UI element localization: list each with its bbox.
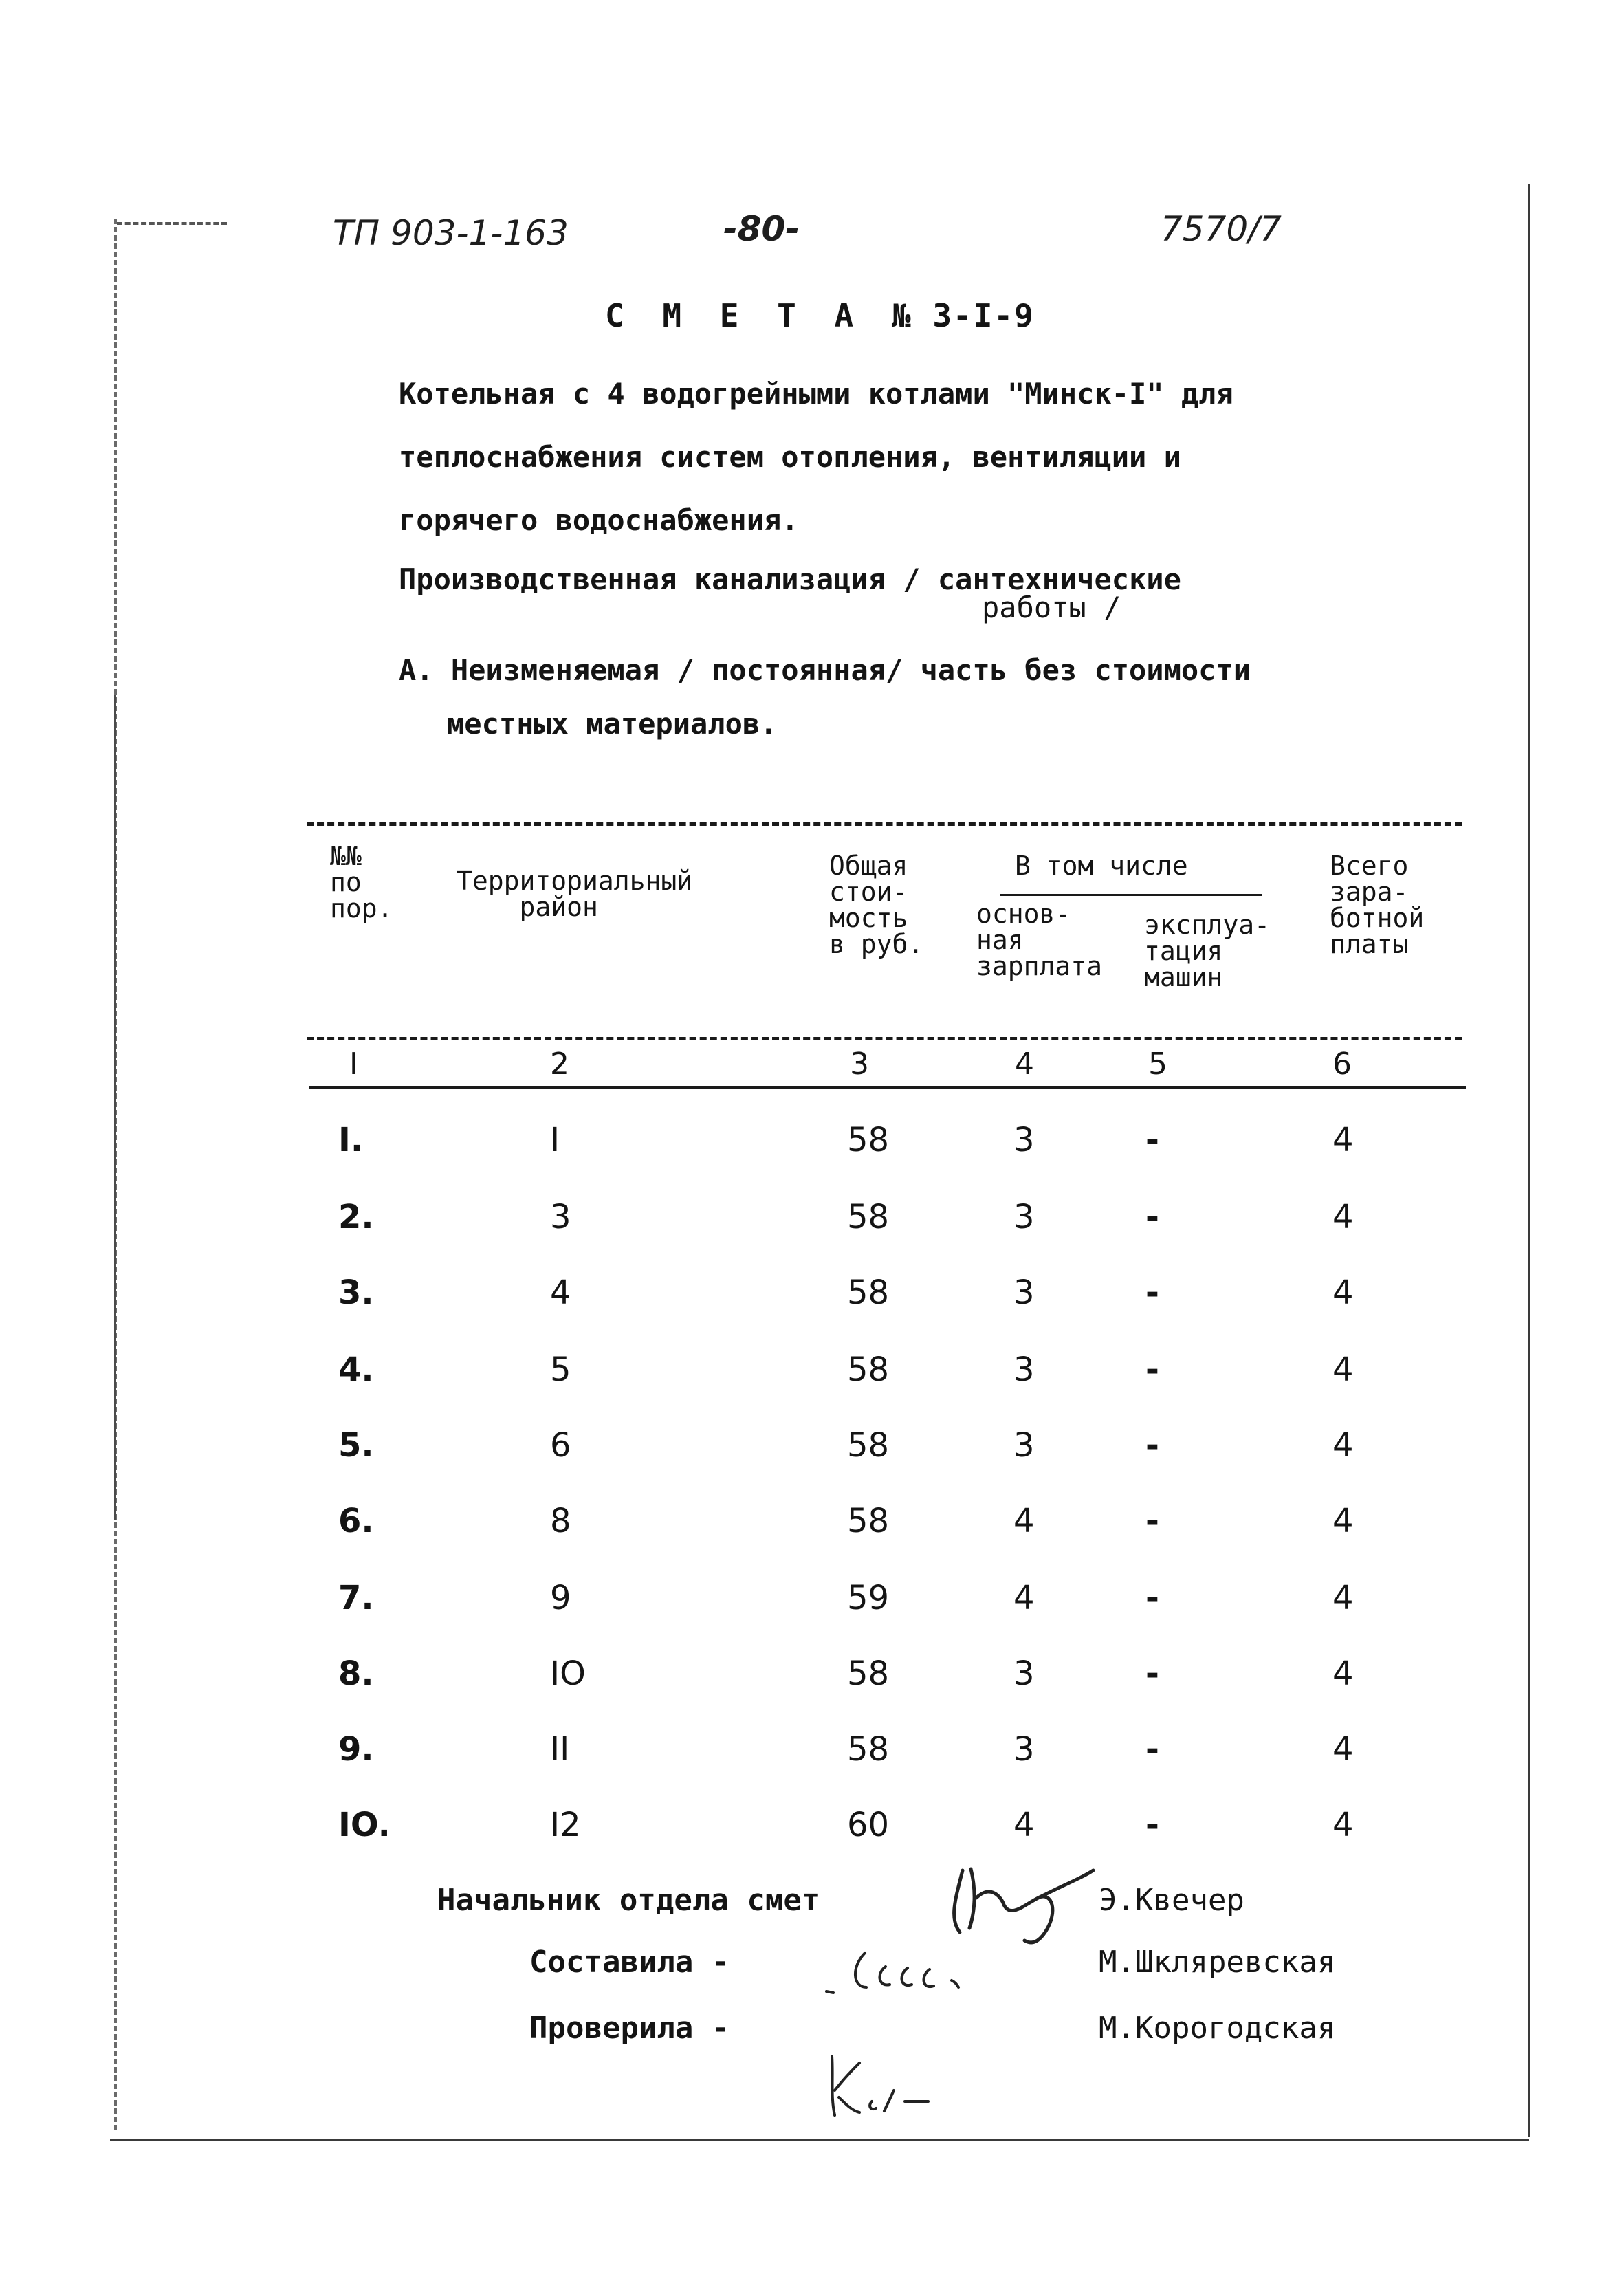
page-number: -80- (723, 209, 800, 249)
cell-salary: 4 (1013, 1806, 1035, 1844)
column-numbers-rule (309, 1086, 1466, 1089)
column-number-1: I (349, 1047, 358, 1082)
part-a-line-2: местных материалов. (447, 707, 778, 741)
cell-salary: 3 (1013, 1273, 1035, 1312)
cell-wages: 4 (1332, 1198, 1354, 1236)
scan-border-bottom (110, 2139, 1529, 2141)
cell-machines: - (1145, 1198, 1159, 1236)
group-header-rule (1000, 894, 1262, 896)
cell-region: I2 (550, 1806, 581, 1844)
cell-number: 8. (338, 1654, 374, 1693)
checked-by-label: Проверила - (529, 2011, 730, 2046)
document-title (605, 297, 1035, 334)
cell-number: 2. (338, 1198, 374, 1236)
column-number-2: 2 (550, 1047, 569, 1082)
cell-region: 8 (550, 1502, 571, 1540)
table-top-rule (307, 822, 1462, 826)
cell-number: I. (338, 1121, 364, 1159)
doc-code: ТП 903-1-163 (333, 213, 569, 253)
description-line-4a: Производственная канализация / сантехнические (399, 562, 1181, 596)
cell-region: 9 (550, 1579, 571, 1617)
cell-machines: - (1145, 1351, 1159, 1389)
cell-wages: 4 (1332, 1351, 1354, 1389)
cell-region: 3 (550, 1198, 571, 1236)
cell-total: 58 (847, 1121, 890, 1159)
cell-machines: - (1145, 1273, 1159, 1312)
cell-wages: 4 (1332, 1806, 1354, 1844)
cell-number: IO. (338, 1806, 391, 1844)
cell-machines: - (1145, 1502, 1159, 1540)
header-col-total: Общая стои- мость в руб. (829, 851, 924, 959)
description-line-3: горячего водоснабжения. (399, 503, 799, 537)
title-number: № 3-I-9 (891, 297, 1035, 334)
cell-region: 6 (550, 1426, 571, 1465)
column-number-6: 6 (1332, 1047, 1352, 1082)
compiled-by-label: Составила - (529, 1945, 730, 1980)
cell-number: 9. (338, 1730, 374, 1769)
description-line-1: Котельная с 4 водогрейными котлами "Минск-I" для (399, 377, 1233, 411)
cell-wages: 4 (1332, 1654, 1354, 1693)
cell-machines: - (1145, 1121, 1159, 1159)
scan-border-left-solid (114, 695, 116, 1520)
cell-number: 7. (338, 1579, 374, 1617)
cell-salary: 4 (1013, 1579, 1035, 1617)
header-col-region: Территориальный район (457, 866, 693, 922)
cell-region: 5 (550, 1351, 571, 1389)
checked-by-name: М.Корогодская (1099, 2011, 1336, 2046)
cell-total: 58 (847, 1351, 890, 1389)
column-number-5: 5 (1148, 1047, 1167, 1082)
cell-salary: 3 (1013, 1426, 1035, 1465)
cell-number: 3. (338, 1273, 374, 1312)
cell-wages: 4 (1332, 1426, 1354, 1465)
cell-machines: - (1145, 1730, 1159, 1769)
cell-machines: - (1145, 1579, 1159, 1617)
cell-machines: - (1145, 1806, 1159, 1844)
cell-region: II (550, 1730, 570, 1769)
cell-salary: 3 (1013, 1654, 1035, 1693)
head-signature-scrawl (935, 1857, 1100, 1953)
cell-total: 58 (847, 1198, 890, 1236)
checker-signature-scrawl (818, 2049, 956, 2125)
title-label: С М Е Т А (605, 297, 864, 334)
cell-number: 6. (338, 1502, 374, 1540)
cell-machines: - (1145, 1654, 1159, 1693)
compiler-signature-scrawl (817, 1939, 996, 2001)
header-bottom-rule (307, 1037, 1462, 1040)
cell-salary: 4 (1013, 1502, 1035, 1540)
cell-wages: 4 (1332, 1579, 1354, 1617)
cell-region: IO (550, 1654, 586, 1693)
compiled-by-name: М.Шкляревская (1099, 1945, 1336, 1980)
cell-total: 58 (847, 1730, 890, 1769)
cell-wages: 4 (1332, 1121, 1354, 1159)
cell-machines: - (1145, 1426, 1159, 1465)
head-of-department-name: Э.Квечер (1099, 1883, 1244, 1918)
cell-region: 4 (550, 1273, 571, 1312)
header-col-wages: Всего зара- ботной платы (1330, 851, 1425, 959)
part-a-line-1: А. Неизменяемая / постоянная/ часть без стоимости (399, 653, 1251, 687)
cell-number: 4. (338, 1351, 374, 1389)
header-col-number: №№ по пор. (330, 841, 393, 923)
column-number-4: 4 (1015, 1047, 1034, 1082)
cell-salary: 3 (1013, 1121, 1035, 1159)
cell-region: I (550, 1121, 560, 1159)
cell-wages: 4 (1332, 1273, 1354, 1312)
cell-total: 58 (847, 1654, 890, 1693)
cell-number: 5. (338, 1426, 374, 1465)
cell-total: 58 (847, 1502, 890, 1540)
header-col-machines: эксплуа- тация машин (1144, 910, 1271, 992)
reference-number: 7570/7 (1161, 209, 1282, 249)
scan-border-top (117, 222, 227, 225)
header-col-salary: основ- ная зарплата (976, 899, 1103, 981)
header-group-including: В том числе (1015, 851, 1188, 881)
cell-total: 60 (847, 1806, 890, 1844)
cell-total: 58 (847, 1273, 890, 1312)
cell-salary: 3 (1013, 1351, 1035, 1389)
scan-border-right (1528, 184, 1530, 2137)
cell-total: 59 (847, 1579, 890, 1617)
cell-salary: 3 (1013, 1730, 1035, 1769)
cell-total: 58 (847, 1426, 890, 1465)
column-number-3: 3 (850, 1047, 869, 1082)
description-line-4b: работы / (982, 591, 1121, 624)
description-line-2: теплоснабжения систем отопления, вентиляции и (399, 440, 1181, 474)
head-of-department-label: Начальник отдела смет (437, 1883, 820, 1918)
cell-wages: 4 (1332, 1730, 1354, 1769)
cell-salary: 3 (1013, 1198, 1035, 1236)
cell-wages: 4 (1332, 1502, 1354, 1540)
